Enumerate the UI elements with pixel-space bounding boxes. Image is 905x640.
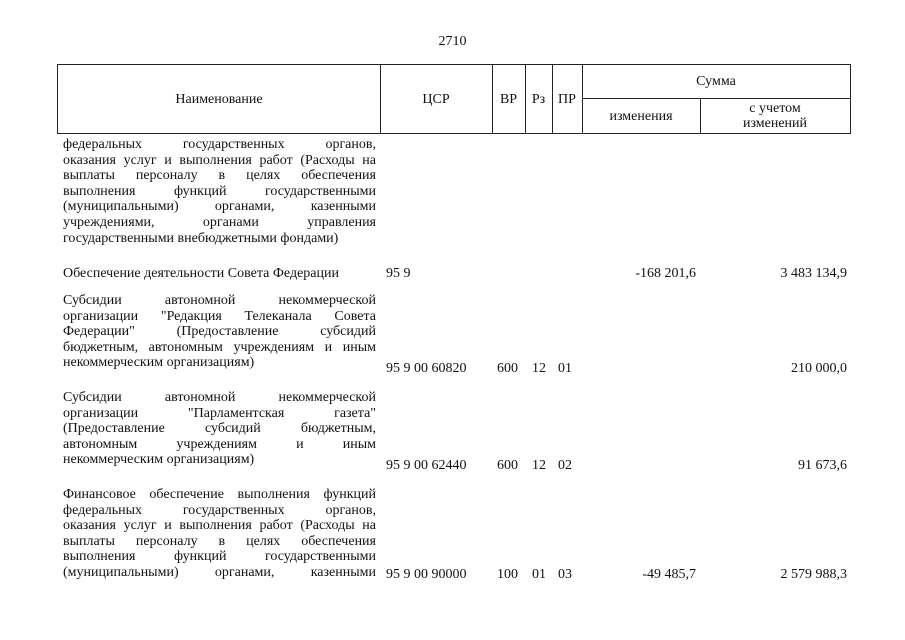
row-vr: 600 [497, 458, 518, 473]
header-pr: ПР [558, 91, 576, 107]
header-name: Наименование [175, 91, 263, 107]
row-rz: 01 [532, 567, 546, 582]
header-total: с учетом изменений [742, 101, 808, 131]
row-vr: 100 [497, 567, 518, 582]
row-name: Субсидии автономной некоммерческой организации "Парламентская газета" (Предоставление субсидий бюджетным, автономным учреждениям и иным некоммерческим организациям) [63, 390, 376, 468]
table-header [57, 64, 851, 134]
row-total: 3 483 134,9 [780, 266, 847, 281]
header-rz: Рз [531, 91, 546, 107]
row-name: Субсидии автономной некоммерческой организации "Редакция Телеканала Совета Федерации" (Предоставление субсидий бюджетным, автономным учреждениям и иным некоммерческим организациям) [63, 293, 376, 371]
row-pr: 01 [558, 361, 572, 376]
row-csr: 95 9 [386, 266, 411, 281]
row-pr: 03 [558, 567, 572, 582]
row-change: -168 201,6 [635, 266, 696, 281]
row-total: 2 579 988,3 [780, 567, 847, 582]
row-name: федеральных государственных органов, оказания услуг и выполнения работ (Расходы на выплаты персоналу в целях обеспечения выполнения функций государственными (муниципальными) органами, казенными учреждениями, органами управления государственными внебюджетными фондами) [63, 137, 376, 246]
header-vr: ВР [499, 91, 518, 107]
row-csr: 95 9 00 90000 [386, 567, 467, 582]
header-csr: ЦСР [422, 91, 450, 107]
row-csr: 95 9 00 60820 [386, 361, 467, 376]
page-number: 2710 [438, 34, 467, 49]
row-change: -49 485,7 [642, 567, 696, 582]
row-rz: 12 [532, 361, 546, 376]
row-csr: 95 9 00 62440 [386, 458, 467, 473]
header-change: изменения [609, 108, 673, 124]
row-total: 91 673,6 [798, 458, 847, 473]
row-name: Обеспечение деятельности Совета Федерации [63, 266, 339, 281]
row-vr: 600 [497, 361, 518, 376]
header-sum: Сумма [696, 74, 736, 89]
row-name: Финансовое обеспечение выполнения функций федеральных государственных органов, оказания услуг и выполнения работ (Расходы на выплаты персоналу в целях обеспечения выполнения функций государственными (муниципальными) органами, казенными [63, 487, 376, 580]
row-rz: 12 [532, 458, 546, 473]
row-total: 210 000,0 [791, 361, 847, 376]
row-pr: 02 [558, 458, 572, 473]
